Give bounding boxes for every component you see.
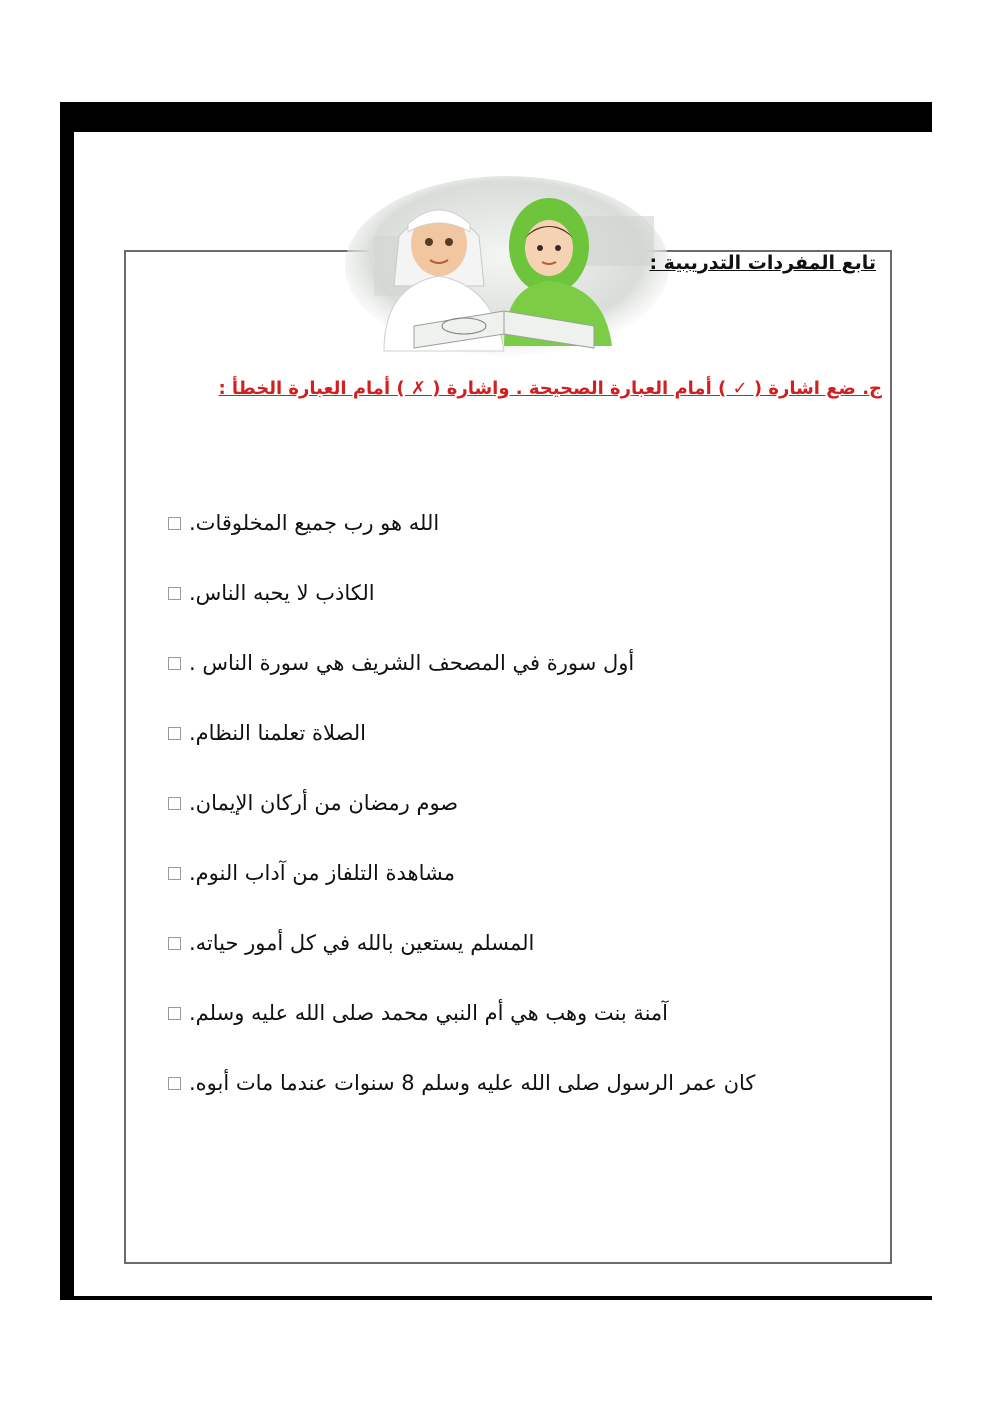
frame-bottom-bar (60, 1296, 932, 1300)
statement-list (140, 488, 880, 1118)
statement-item (140, 838, 880, 908)
statement-checkbox[interactable] (168, 517, 181, 530)
statement-item (140, 978, 880, 1048)
statement-text: آمنة بنت وهب هي أم النبي محمد صلى الله عليه وسلم. (189, 1001, 669, 1025)
statement-checkbox[interactable] (168, 1007, 181, 1020)
statement-text: أول سورة في المصحف الشريف هي سورة الناس . (189, 651, 635, 675)
statement-text: صوم رمضان من أركان الإيمان. (189, 791, 459, 815)
statement-item (140, 1048, 880, 1118)
worksheet-title: تابع المفردات التدريبية : (649, 252, 876, 274)
statement-item (140, 628, 880, 698)
statement-item (140, 698, 880, 768)
frame-top-bar (60, 102, 932, 132)
statement-checkbox[interactable] (168, 727, 181, 740)
statement-item (140, 908, 880, 978)
instruction-text: ج. ضع اشارة ( ✓ ) أمام العبارة الصحيحة . واشارة ( ✗ ) أمام العبارة الخطأ : (218, 378, 882, 399)
statement-checkbox[interactable] (168, 867, 181, 880)
statement-text: الكاذب لا يحبه الناس. (189, 581, 375, 605)
statement-checkbox[interactable] (168, 587, 181, 600)
statement-text: مشاهدة التلفاز من آداب النوم. (189, 861, 455, 885)
statement-checkbox[interactable] (168, 937, 181, 950)
statement-item (140, 558, 880, 628)
statement-checkbox[interactable] (168, 657, 181, 670)
statement-checkbox[interactable] (168, 1077, 181, 1090)
statement-text: المسلم يستعين بالله في كل أمور حياته. (189, 931, 535, 955)
statement-item (140, 768, 880, 838)
frame-left-bar (60, 102, 74, 1300)
children-reading-quran-illustration (344, 176, 670, 358)
statement-text: كان عمر الرسول صلى الله عليه وسلم 8 سنوات عندما مات أبوه. (189, 1071, 756, 1095)
statement-item (140, 488, 880, 558)
statement-checkbox[interactable] (168, 797, 181, 810)
statement-text: الله هو رب جميع المخلوقات. (189, 511, 440, 535)
statement-text: الصلاة تعلمنا النظام. (189, 721, 367, 745)
